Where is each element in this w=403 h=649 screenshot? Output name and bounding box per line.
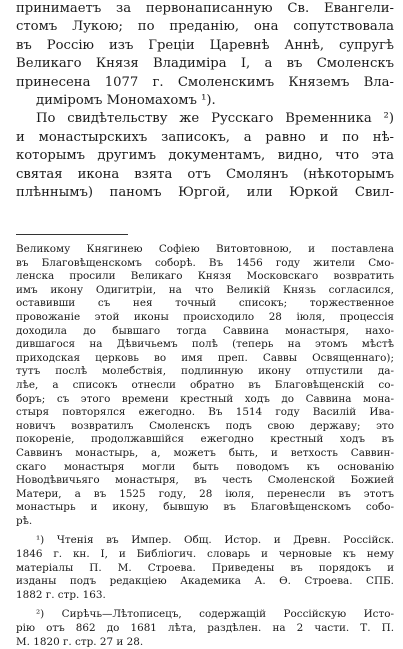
footnotes <box>16 243 394 649</box>
footnote-line: рѣ. <box>16 514 33 527</box>
footnote-line: дившагося на Дѣвичьемъ полѣ (теперь на этомъ мѣстѣ <box>16 338 394 351</box>
main-line: диміромъ Мономахомъ ¹). <box>36 93 216 109</box>
footnote-2-line: рію отъ 862 до 1681 лѣта, раздѣлен. на 2 части. Т. П. <box>16 622 394 635</box>
main-line: По свидѣтельству же Русскаго Временника ²) <box>36 111 394 127</box>
main-line: принесена 1077 г. Смоленскимъ Княземъ Вла- <box>16 74 394 90</box>
footnote-line: Новодѣвичьяго монастыря, въ честь Смоленской Божией <box>16 474 394 487</box>
main-line: плѣннымъ) паномъ Юргой, или Юркой Свил- <box>16 185 394 201</box>
footnote-line: новичъ возвратилъ Смоленскъ подъ свою державу; это <box>16 419 394 432</box>
footnote-line: доходила до бывшаго тогда Саввина монастыря, нахо- <box>16 324 394 337</box>
footnote-line: Саввинъ монастырь, а, можетъ быть, и ветхость Саввин- <box>16 446 394 459</box>
footnote-line: ленска просили Великаго Князя Московскаго возвратить <box>16 270 394 283</box>
footnote-1-line: матеріалы П. М. Строева. Приведены въ порядокъ и <box>16 561 394 574</box>
footnote-line: провожаніе этой иконы происходило 28 іюля, процессія <box>16 310 394 323</box>
footnote-line: Великому Княгинею Софіею Витовтовною, и поставлена <box>16 243 394 255</box>
main-line: Великаго Князя Владиміра I, а въ Смоленскъ <box>16 56 394 72</box>
footnote-1-line: 1846 г. кн. I, и Библіогич. словарь и черновые къ нему <box>16 548 394 561</box>
main-line: стомъ Лукою; по преданію, она сопутствовала <box>16 19 394 35</box>
footnote-line: покореніе, продолжавшійся ежегодно крестный ходъ въ <box>16 433 394 446</box>
main-line: принимаетъ за первонаписанную Св. Евангели- <box>16 1 394 16</box>
footnote-line: имъ икону Одигитріи, на что Великій Князь согласился, <box>16 283 394 296</box>
footnote-line: оставивши съ нея точный списокъ; торжественное <box>16 297 394 310</box>
footnote-line: приходская церковь во имя преп. Саввы Освященнаго); <box>16 351 394 364</box>
footnote-line: Матери, а въ 1525 году, 28 іюля, перенесли въ этотъ <box>16 487 394 500</box>
main-line: святая икона взята отъ Смолянъ (нѣкоторымъ <box>16 166 394 182</box>
footnote-2-line: М. 1820 г. стр. 27 и 28. <box>16 635 144 648</box>
main-text <box>16 0 394 202</box>
main-line: и монастырскихъ записокъ, а равно и по нѣ- <box>16 129 394 145</box>
main-line: въ Россію изъ Греціи Царевнѣ Аннѣ, супругѣ <box>16 37 394 53</box>
footnote-line: монастырь и икону, бывшую въ Благовѣщенскомъ собо- <box>16 501 394 514</box>
footnote-divider <box>16 234 128 235</box>
footnote-line: лѣе, а списокъ отнесли обратно въ Благовѣщенскій со- <box>16 378 394 391</box>
footnote-1-line: изданы подъ редакціею Академика А. Ѳ. Строева. СПБ. <box>16 575 394 588</box>
footnote-line: стыря повторялся ежегодно. Въ 1514 году Василій Ива- <box>16 406 394 419</box>
footnote-line: боръ; съ этого времени крестный ходъ до Саввина мона- <box>16 392 394 405</box>
footnote-2-line: ²) Сирѣчь—Лѣтописецъ, содержащій Россійскую Исто- <box>36 608 394 621</box>
footnote-line: скаго монастыря могли быть поводомъ къ основанію <box>16 460 394 473</box>
footnote-1-line: 1882 г. стр. 163. <box>16 588 106 601</box>
footnote-line: въ Благовѣщенскомъ соборѣ. Въ 1456 году жители Смо- <box>16 256 394 269</box>
footnote-line: тутъ послѣ молебствія, подлинную икону отпустили да- <box>16 365 394 378</box>
footnote-1-line: ¹) Чтенія въ Импер. Общ. Истор. и Древн. Россійск. <box>36 534 394 547</box>
main-line: которымъ другимъ документамъ, видно, что эта <box>16 148 394 164</box>
